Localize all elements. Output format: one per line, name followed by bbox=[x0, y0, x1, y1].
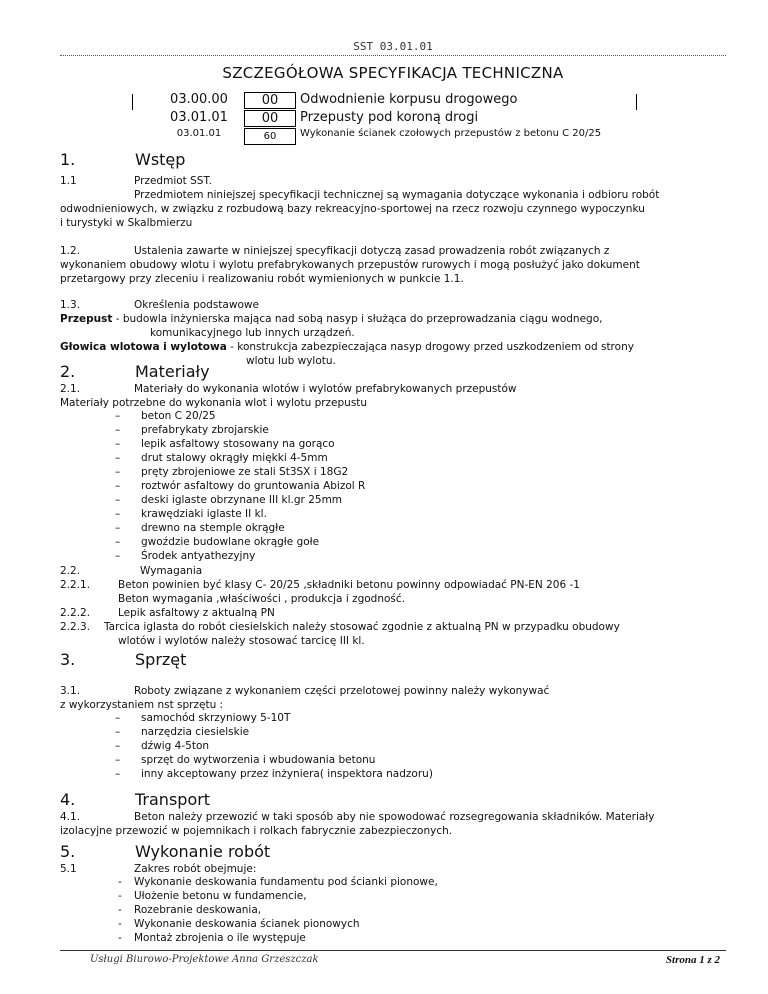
code-description: Przepusty pod koroną drogi bbox=[300, 110, 479, 125]
list-item: – gwoździe budowlane okrągłe gołe bbox=[115, 536, 320, 548]
list-item: - Wykonanie deskowania fundamentu pod ścianki pionowe, bbox=[118, 876, 438, 888]
section-title: Materiały bbox=[135, 362, 210, 381]
paragraph-1-1 bbox=[60, 174, 678, 188]
code-row bbox=[128, 92, 640, 110]
code-row bbox=[128, 128, 640, 146]
section-heading-2 bbox=[60, 362, 210, 381]
list-item: - Wykonanie deskowania ścianek pionowych bbox=[118, 918, 360, 930]
code-box: 60 bbox=[244, 128, 296, 145]
list-item: – roztwór asfaltowy do gruntowania Abizol R bbox=[115, 480, 366, 492]
paragraph-number: 5.1 bbox=[60, 863, 77, 875]
list-item: - Montaż zbrojenia o ile występuje bbox=[118, 932, 306, 944]
paragraph-text: Beton wymagania ,właściwości , produkcja i zgodność. bbox=[118, 593, 406, 605]
list-item: – Środek antyathezyjny bbox=[115, 550, 256, 562]
code-box: 00 bbox=[244, 92, 296, 109]
paragraph-head: Zakres robót obejmuje: bbox=[134, 863, 257, 875]
paragraph-1-3 bbox=[60, 298, 678, 312]
paragraph-text: Materiały potrzebne do wykonania wlot i wylotu przepustu bbox=[60, 397, 368, 409]
section-heading-1 bbox=[60, 150, 185, 169]
code-number: 03.00.00 bbox=[170, 92, 228, 107]
paragraph-text: z wykorzystaniem nst sprzętu : bbox=[60, 699, 224, 711]
running-header: SST 03.01.01 bbox=[353, 40, 433, 53]
code-description: Odwodnienie korpusu drogowego bbox=[300, 92, 518, 107]
paragraph-number: 4.1. bbox=[60, 811, 81, 823]
code-box: 00 bbox=[244, 110, 296, 127]
paragraph-number: 1.1 bbox=[60, 175, 77, 187]
paragraph-head: Przedmiot SST. bbox=[134, 175, 212, 187]
section-title: Wykonanie robót bbox=[135, 842, 271, 861]
section-title: Transport bbox=[135, 790, 211, 809]
definition-term: Głowica wlotowa i wylotowa bbox=[60, 341, 227, 353]
paragraph-head: Materiały do wykonania wlotów i wylotów prefabrykowanych przepustów bbox=[134, 383, 517, 395]
definition-glowica bbox=[60, 340, 678, 354]
list-item: – prefabrykaty zbrojarskie bbox=[115, 424, 269, 436]
list-item: - Ułożenie betonu w fundamencie, bbox=[118, 890, 307, 902]
paragraph-number: 2.1. bbox=[60, 383, 81, 395]
paragraph-text: Tarcica iglasta do robót ciesielskich należy stosować zgodnie z aktualną PN w przypadku obudowy bbox=[104, 621, 620, 633]
definition-term: Przepust bbox=[60, 313, 113, 325]
list-item: – narzędzia ciesielskie bbox=[115, 726, 250, 738]
paragraph-number: 2.2.3. bbox=[60, 621, 91, 633]
paragraph-number: 2.2.1. bbox=[60, 579, 91, 591]
list-item: – samochód skrzyniowy 5-10T bbox=[115, 712, 291, 724]
footer-company: Usługi Biurowo-Projektowe Anna Grzeszczak bbox=[90, 954, 319, 965]
paragraph-head: Wymagania bbox=[140, 565, 203, 577]
list-item: – sprzęt do wytworzenia i wbudowania betonu bbox=[115, 754, 376, 766]
list-item: – beton C 20/25 bbox=[115, 410, 216, 422]
section-heading-5 bbox=[60, 842, 270, 861]
code-number: 03.01.01 bbox=[176, 128, 222, 139]
header-divider bbox=[60, 55, 726, 56]
paragraph-text: Beton należy przewozić w taki sposób aby nie spowodować rozsegregowania składników. Materiały bbox=[134, 811, 655, 823]
section-number: 1. bbox=[60, 150, 76, 169]
definition-text: - konstrukcja zabezpieczająca nasyp drogowy przed uszkodzeniem od strony bbox=[226, 341, 634, 353]
footer-page-number bbox=[600, 954, 720, 966]
section-number: 5. bbox=[60, 842, 76, 861]
paragraph-text: przetargowy przy zleceniu i realizowaniu robót wymienionych w punkcie 1.1. bbox=[60, 273, 464, 285]
paragraph-head: Określenia podstawowe bbox=[134, 299, 259, 311]
definition-text: - budowla inżynierska mająca nad sobą nasyp i służąca do przeprowadzania ciągu wodnego, bbox=[112, 313, 603, 325]
page-value: 1 z 2 bbox=[699, 954, 720, 966]
paragraph-3-1 bbox=[60, 684, 678, 698]
paragraph-text: wykonaniem obudowy wlotu i wylotu prefabrykowanych przepustów rurowych i mogą posłużyć jako dokument bbox=[60, 259, 640, 271]
definition-text: wlotu lub wylotu. bbox=[246, 355, 336, 367]
paragraph-text: Przedmiotem niniejszej specyfikacji technicznej są wymagania dotyczące wykonania i odbioru robót bbox=[134, 189, 660, 201]
paragraph-1-2 bbox=[60, 244, 678, 258]
paragraph-text: Lepik asfaltowy z aktualną PN bbox=[118, 607, 275, 619]
section-heading-3 bbox=[60, 650, 186, 669]
list-item: – lepik asfaltowy stosowany na gorąco bbox=[115, 438, 335, 450]
paragraph-number: 1.3. bbox=[60, 299, 81, 311]
definition-przepust bbox=[60, 312, 678, 326]
paragraph-text: odwodnieniowych, w związku z rozbudową bazy rekreacyjno-sportowej na rzecz rozwoju czynnego wypoczynku bbox=[60, 203, 645, 215]
list-item: - Rozebranie deskowania, bbox=[118, 904, 262, 916]
section-heading-4 bbox=[60, 790, 210, 809]
paragraph-2-2-1 bbox=[60, 578, 678, 592]
list-item: – drut stalowy okrągły miękki 4-5mm bbox=[115, 452, 328, 464]
document-title: SZCZEGÓŁOWA SPECYFIKACJA TECHNICZNA bbox=[222, 64, 564, 82]
list-item: – pręty zbrojeniowe ze stali St3SX i 18G2 bbox=[115, 466, 349, 478]
code-row bbox=[128, 110, 640, 128]
list-item: – inny akceptowany przez inżyniera( inspektora nadzoru) bbox=[115, 768, 433, 780]
paragraph-2-2 bbox=[60, 564, 678, 578]
paragraph-5-1 bbox=[60, 862, 678, 876]
section-title: Wstęp bbox=[135, 150, 186, 169]
paragraph-text: i turystyki w Skalbmierzu bbox=[60, 217, 193, 229]
paragraph-number: 2.2. bbox=[60, 565, 81, 577]
definition-text: komunikacyjnego lub innych urządzeń. bbox=[150, 327, 355, 339]
section-title: Sprzęt bbox=[135, 650, 187, 669]
list-item: – krawędziaki iglaste II kl. bbox=[115, 508, 267, 520]
section-number: 3. bbox=[60, 650, 76, 669]
list-item: – deski iglaste obrzynane III kl.gr 25mm bbox=[115, 494, 343, 506]
paragraph-2-2-2 bbox=[60, 606, 678, 620]
paragraph-text: wlotów i wylotów należy stosować tarcicę III kl. bbox=[118, 635, 365, 647]
code-description: Wykonanie ścianek czołowych przepustów z betonu C 20/25 bbox=[300, 128, 602, 139]
paragraph-text: Beton powinien być klasy C- 20/25 ,składniki betonu powinny odpowiadać PN-EN 206 -1 bbox=[118, 579, 580, 591]
section-number: 2. bbox=[60, 362, 76, 381]
paragraph-number: 3.1. bbox=[60, 685, 81, 697]
paragraph-text: Roboty związane z wykonaniem części przelotowej powinny należy wykonywać bbox=[134, 685, 550, 697]
paragraph-number: 1.2. bbox=[60, 245, 81, 257]
section-number: 4. bbox=[60, 790, 76, 809]
list-item: – drewno na stemple okrągłe bbox=[115, 522, 285, 534]
paragraph-text: izolacyjne przewozić w pojemnikach i rolkach fabrycznie zabezpieczonych. bbox=[60, 825, 453, 837]
code-number: 03.01.01 bbox=[170, 110, 228, 125]
paragraph-4-1 bbox=[60, 810, 678, 824]
paragraph-2-2-3 bbox=[60, 620, 678, 634]
page-label: Strona bbox=[665, 954, 700, 966]
paragraph-2-1 bbox=[60, 382, 678, 396]
footer-divider bbox=[60, 950, 726, 951]
list-item: – dźwig 4-5ton bbox=[115, 740, 210, 752]
paragraph-number: 2.2.2. bbox=[60, 607, 91, 619]
paragraph-text: Ustalenia zawarte w niniejszej specyfikacji dotyczą zasad prowadzenia robót związanych z bbox=[134, 245, 610, 257]
